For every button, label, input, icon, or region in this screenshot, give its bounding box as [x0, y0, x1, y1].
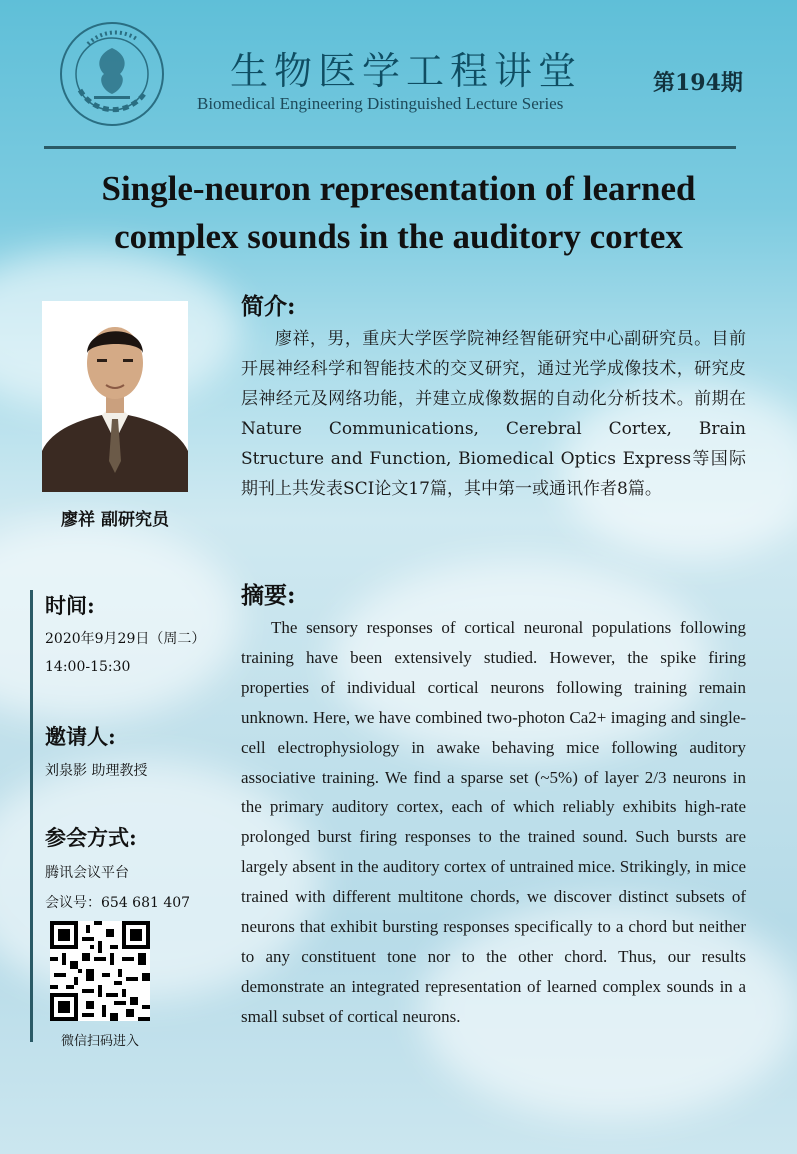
series-subtitle: Biomedical Engineering Distinguished Lecture Series	[197, 94, 564, 113]
time-heading: 时间:	[45, 593, 95, 618]
lecture-title-line1: Single-neuron representation of learned	[101, 169, 696, 208]
abstract-text: The sensory responses of cortical neuronal populations following training have been extensively studied. However, the spike firing properties of individual cortical neurons following training remain unknown. Here, we have combined two-photon Ca2+ imaging and single-cell electrophysiology in awake behaving mice following auditory associative training. We find a sparse set (~5%) of layer 2/3 neurons in the primary auditory cortex, each of which reliably exhibits high-rate prolonged burst firing responses to the trained sound. Such bursts are largely absent in the auditory cortex of untrained mice. Strikingly, in mice trained with different multitone chords, we discover distinct subsets of neurons that exhibit bursting responses specifically to a chord but neither to any constituent tone nor to the other chord. Thus, our results demonstrate an integrated representation of learned complex sounds in a small subset of cortical neurons.	[241, 618, 746, 1026]
issue-number: 第194期	[653, 70, 743, 96]
meeting-id: 会议号：654 681 407	[45, 895, 191, 911]
host-name: 刘泉影 助理教授	[45, 763, 148, 779]
meeting-platform: 腾讯会议平台	[45, 865, 129, 881]
host-heading: 邀请人:	[45, 724, 116, 749]
qr-label: 微信扫码进入	[60, 1034, 139, 1049]
series-title: 生物医学工程讲堂	[230, 49, 583, 93]
lecture-title-line2: complex sounds in the auditory cortex	[114, 217, 683, 256]
abstract-heading: 摘要:	[241, 582, 296, 609]
sidebar-divider	[30, 590, 33, 1042]
speaker-portrait	[42, 301, 188, 492]
lecture-date: 2020年9月29日（周二）	[45, 631, 206, 647]
cloud-decoration	[0, 520, 240, 720]
meeting-heading: 参会方式:	[45, 825, 137, 850]
qr-code-icon[interactable]	[50, 921, 150, 1021]
university-seal-icon	[58, 20, 166, 128]
lecture-time: 14:00-15:30	[45, 659, 131, 675]
lecture-title	[20, 165, 777, 261]
bio-heading: 简介:	[241, 293, 296, 320]
bio-text: 廖祥，男，重庆大学医学院神经智能研究中心副研究员。目前开展神经科学和智能技术的交叉研究，通过光学成像技术，研究皮层神经元及网络功能，并建立成像数据的自动化分析技术。前期在Nature Communications, Cerebral Cortex, Brain Structure and Function, Biomedical Optics Express等国际期刊上共发表SCI论文17篇，其中第一或通讯作者8篇。	[241, 329, 746, 499]
speaker-name: 廖祥 副研究员	[61, 510, 169, 530]
header-divider	[44, 146, 736, 149]
